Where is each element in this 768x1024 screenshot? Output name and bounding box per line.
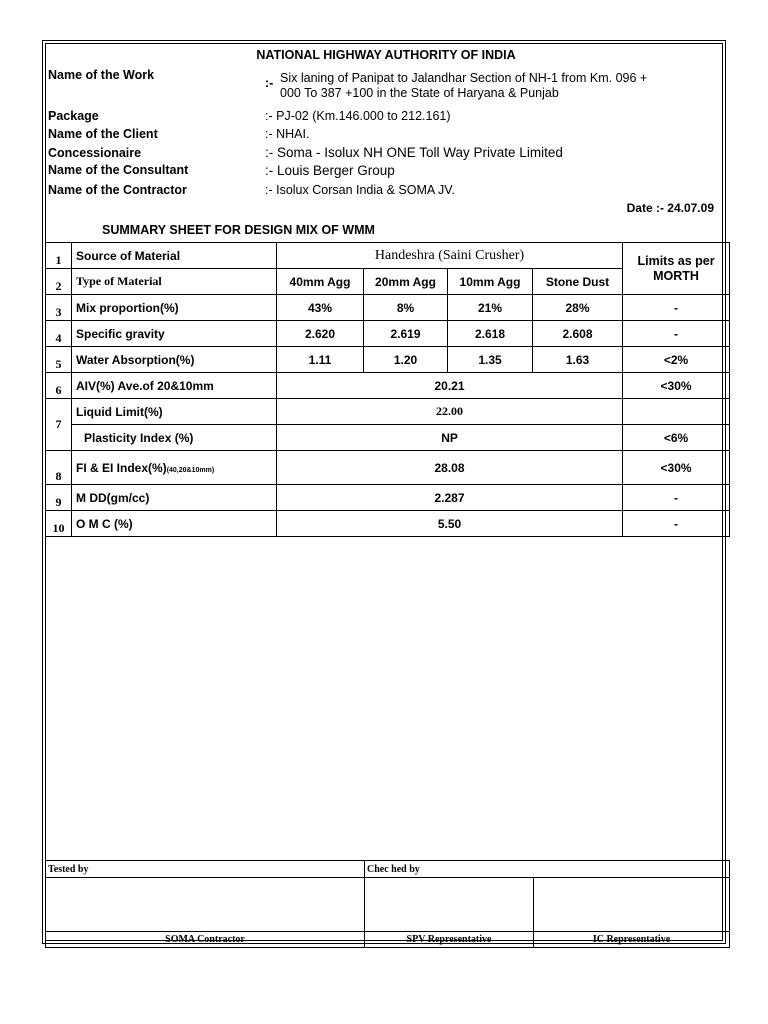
table-cell: 21% <box>448 295 533 321</box>
contractor-value: :- Isolux Corsan India & SOMA JV. <box>265 183 455 197</box>
concessionaire-label: Concessionaire <box>48 146 142 160</box>
document-sheet <box>42 40 726 944</box>
limit-cell: - <box>623 511 730 537</box>
merged-value-cell: 22.00 <box>277 399 623 425</box>
limits-header: Limits as per MORTH <box>623 243 730 295</box>
table-cell: 2.608 <box>533 321 623 347</box>
table-row <box>46 425 730 451</box>
concessionaire-value: :- Soma - Isolux NH ONE Toll Way Private Limited <box>265 145 563 160</box>
work-prefix: :- <box>265 76 274 90</box>
table-cell: 2.619 <box>364 321 448 347</box>
material-10mm: 10mm Agg <box>448 269 533 295</box>
spv-representative-label: SPV Representative <box>365 932 534 948</box>
table-row <box>46 451 730 485</box>
material-20mm: 20mm Agg <box>364 269 448 295</box>
material-stone-dust: Stone Dust <box>533 269 623 295</box>
work-label: Name of the Work <box>48 68 155 82</box>
soma-signature-area <box>46 878 365 932</box>
limit-cell <box>623 399 730 425</box>
document-title: NATIONAL HIGHWAY AUTHORITY OF INDIA <box>256 48 516 62</box>
wmm-summary-table <box>45 242 730 537</box>
material-40mm: 40mm Agg <box>277 269 364 295</box>
row-number: 8 <box>46 451 72 485</box>
row-number: 4 <box>46 321 72 347</box>
row-number: 6 <box>46 373 72 399</box>
ic-signature-area <box>534 878 730 932</box>
table-cell: 43% <box>277 295 364 321</box>
consultant-label: Name of the Consultant <box>48 163 189 177</box>
row-number: 7 <box>46 399 72 451</box>
row-label: Source of Material <box>72 243 277 269</box>
sheet-inner-border <box>45 43 723 945</box>
table-cell: 28% <box>533 295 623 321</box>
limit-cell: - <box>623 295 730 321</box>
merged-value-cell: 5.50 <box>277 511 623 537</box>
row-label: Specific gravity <box>72 321 277 347</box>
merged-value-cell: NP <box>277 425 623 451</box>
limit-cell: - <box>623 321 730 347</box>
row-label-small: (40,20&10mm) <box>166 466 215 474</box>
row-label: M DD(gm/cc) <box>72 485 277 511</box>
work-value-line1: Six laning of Panipat to Jalandhar Section of NH-1 from Km. 096 + <box>280 71 648 85</box>
table-row <box>46 373 730 399</box>
consultant-value: :- Louis Berger Group <box>265 163 395 178</box>
table-row <box>46 347 730 373</box>
table-cell: 2.618 <box>448 321 533 347</box>
row-number: 1 <box>46 243 72 269</box>
row-number: 5 <box>46 347 72 373</box>
table-cell: 2.620 <box>277 321 364 347</box>
limit-cell: <2% <box>623 347 730 373</box>
table-row <box>46 399 730 425</box>
spv-signature-area <box>365 878 534 932</box>
row-number: 2 <box>46 269 72 295</box>
limit-cell: <30% <box>623 373 730 399</box>
row-label: Mix proportion(%) <box>72 295 277 321</box>
merged-value-cell: 2.287 <box>277 485 623 511</box>
table-cell: 1.11 <box>277 347 364 373</box>
table-row <box>46 511 730 537</box>
tested-by-label: Tested by <box>46 861 365 878</box>
row-label-text: FI & EI Index(%) <box>76 460 167 475</box>
table-row <box>46 485 730 511</box>
table-row <box>46 295 730 321</box>
row-label <box>72 451 277 485</box>
ic-representative-label: IC Representative <box>534 932 730 948</box>
table-cell: 1.20 <box>364 347 448 373</box>
merged-value-cell: 20.21 <box>277 373 623 399</box>
soma-contractor-label: SOMA Contractor <box>46 932 365 948</box>
table-cell: 1.35 <box>448 347 533 373</box>
table-row <box>46 321 730 347</box>
row-label: AIV(%) Ave.of 20&10mm <box>72 373 277 399</box>
merged-value-cell: 28.08 <box>277 451 623 485</box>
work-value-line2: 000 To 387 +100 in the State of Haryana & Punjab <box>280 86 559 100</box>
client-value: :- NHAI. <box>265 127 310 141</box>
package-value: :- PJ-02 (Km.146.000 to 212.161) <box>265 109 451 123</box>
package-label: Package <box>48 109 99 123</box>
row-label: O M C (%) <box>72 511 277 537</box>
limit-cell: <30% <box>623 451 730 485</box>
row-label: Type of Material <box>72 269 277 295</box>
checked-by-label: Chec hed by <box>365 861 730 878</box>
row-label: Plasticity Index (%) <box>72 425 277 451</box>
row-number: 10 <box>46 511 72 537</box>
source-header: Handeshra (Saini Crusher) <box>277 243 623 269</box>
row-label: Liquid Limit(%) <box>72 399 277 425</box>
table-cell: 1.63 <box>533 347 623 373</box>
contractor-label: Name of the Contractor <box>48 183 187 197</box>
row-number: 3 <box>46 295 72 321</box>
client-label: Name of the Client <box>48 127 158 141</box>
limit-cell: <6% <box>623 425 730 451</box>
table-cell: 8% <box>364 295 448 321</box>
row-label: Water Absorption(%) <box>72 347 277 373</box>
row-number: 9 <box>46 485 72 511</box>
limit-cell: - <box>623 485 730 511</box>
table-row <box>46 243 730 269</box>
signature-table <box>45 860 730 948</box>
summary-title: SUMMARY SHEET FOR DESIGN MIX OF WMM <box>102 223 375 237</box>
document-date: Date :- 24.07.09 <box>626 201 714 215</box>
